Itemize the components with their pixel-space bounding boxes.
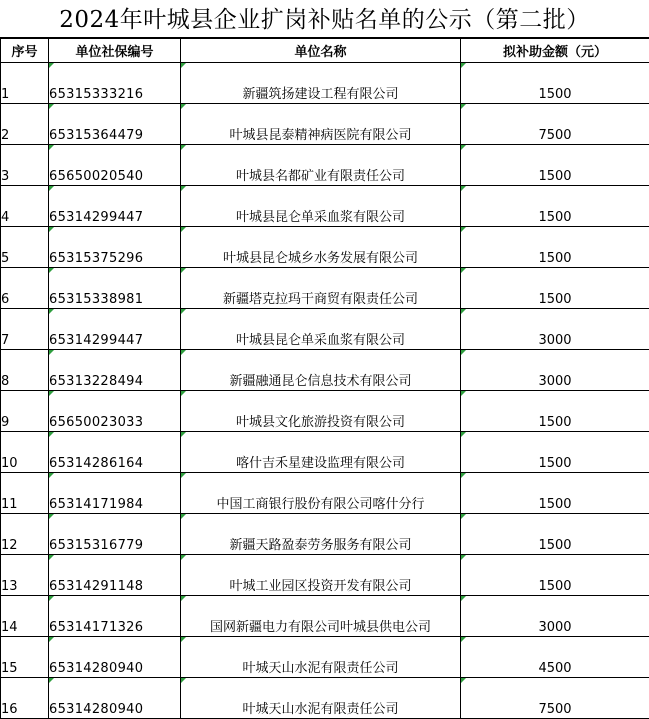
subsidy-amount-text: 3000 [538,620,571,635]
subsidy-amount-text: 1500 [538,415,571,430]
row-number-text: 2 [1,128,9,143]
cell-indicator-icon [181,555,186,560]
company-name-text: 叶城县昆仑城乡水务发展有限公司 [223,251,418,266]
table-row [1,555,649,596]
table-row [1,227,649,268]
cell-indicator-icon [49,514,54,519]
cell-indicator-icon [461,186,466,191]
row-number-text: 6 [1,292,9,307]
row-number-text: 9 [1,415,9,430]
subsidy-amount-cell[interactable] [461,186,649,227]
social-security-code-cell[interactable] [49,432,181,473]
subsidy-amount-cell[interactable] [461,350,649,391]
cell-indicator-icon [49,391,54,396]
table-row [1,350,649,391]
social-security-code-cell[interactable] [49,596,181,637]
cell-indicator-icon [461,227,466,232]
cell-indicator-icon [49,637,54,642]
header-code[interactable]: 单位社保编号 [49,39,181,63]
company-name-cell[interactable] [181,678,461,719]
social-security-code-text: 65314299447 [49,333,143,348]
cell-indicator-icon [461,268,466,273]
cell-indicator-icon [49,104,54,109]
subsidy-amount-text: 1500 [538,210,571,225]
row-number-text: 14 [1,620,18,635]
header-row [1,39,649,63]
row-number-text: 12 [1,538,18,553]
table-row [1,309,649,350]
subsidy-amount-text: 7500 [538,128,571,143]
subsidy-amount-cell[interactable] [461,555,649,596]
social-security-code-cell[interactable] [49,391,181,432]
table-row [1,391,649,432]
cell-indicator-icon [461,678,466,683]
cell-indicator-icon [49,309,54,314]
company-name-text: 叶城县昆仑单采血浆有限公司 [236,210,405,225]
cell-indicator-icon [181,432,186,437]
social-security-code-cell[interactable] [49,268,181,309]
subsidy-amount-text: 1500 [538,292,571,307]
cell-indicator-icon [49,473,54,478]
company-name-cell[interactable] [181,596,461,637]
social-security-code-cell[interactable] [49,309,181,350]
subsidy-amount-cell[interactable] [461,473,649,514]
company-name-text: 喀什吉禾星建设监理有限公司 [236,456,405,471]
table-row [1,514,649,555]
row-number-text: 15 [1,661,18,676]
subsidy-amount-text: 7500 [538,702,571,717]
row-number-cell[interactable] [1,350,49,391]
company-name-text: 叶城天山水泥有限责任公司 [242,702,398,717]
cell-indicator-icon [49,227,54,232]
row-number-cell[interactable] [1,678,49,719]
subsidy-amount-cell[interactable] [461,432,649,473]
table-row [1,186,649,227]
company-name-text: 叶城县文化旅游投资有限公司 [236,415,405,430]
subsidy-amount-text: 1500 [538,251,571,266]
subsidy-table [0,38,649,719]
social-security-code-text: 65315375296 [49,251,143,266]
social-security-code-text: 65314171326 [49,620,143,635]
page-title: 2024年叶城县企业扩岗补贴名单的公示（第二批） [0,0,649,38]
cell-indicator-icon [49,432,54,437]
social-security-code-text: 65314286164 [49,456,143,471]
row-number-cell[interactable] [1,227,49,268]
social-security-code-text: 65315333216 [49,87,143,102]
cell-indicator-icon [181,473,186,478]
subsidy-amount-cell[interactable] [461,268,649,309]
header-name[interactable]: 单位名称 [181,39,461,63]
row-number-cell[interactable] [1,145,49,186]
cell-indicator-icon [49,555,54,560]
company-name-text: 新疆塔克拉玛干商贸有限责任公司 [223,292,418,307]
table-row [1,145,649,186]
cell-indicator-icon [49,63,54,68]
company-name-cell[interactable] [181,514,461,555]
subsidy-amount-text: 3000 [538,374,571,389]
subsidy-amount-text: 1500 [538,456,571,471]
company-name-cell[interactable] [181,268,461,309]
subsidy-amount-text: 1500 [538,538,571,553]
company-name-text: 叶城县昆仑单采血浆有限公司 [236,333,405,348]
subsidy-amount-cell[interactable] [461,309,649,350]
cell-indicator-icon [181,514,186,519]
subsidy-amount-cell[interactable] [461,514,649,555]
subsidy-amount-text: 3000 [538,333,571,348]
cell-indicator-icon [181,63,186,68]
social-security-code-text: 65315338981 [49,292,143,307]
social-security-code-cell[interactable] [49,145,181,186]
social-security-code-text: 65314280940 [49,702,143,717]
social-security-code-cell[interactable] [49,678,181,719]
cell-indicator-icon [181,391,186,396]
row-number-cell[interactable] [1,555,49,596]
subsidy-amount-text: 1500 [538,169,571,184]
company-name-text: 国网新疆电力有限公司叶城县供电公司 [210,620,431,635]
cell-indicator-icon [181,350,186,355]
company-name-text: 新疆天路盈泰劳务服务有限公司 [229,538,411,553]
social-security-code-cell[interactable] [49,63,181,104]
cell-indicator-icon [49,268,54,273]
cell-indicator-icon [461,309,466,314]
subsidy-amount-text: 1500 [538,497,571,512]
cell-indicator-icon [461,514,466,519]
row-number-text: 7 [1,333,9,348]
row-number-text: 10 [1,456,18,471]
cell-indicator-icon [461,145,466,150]
subsidy-amount-cell[interactable] [461,227,649,268]
table-row [1,268,649,309]
table-row [1,63,649,104]
social-security-code-text: 65315364479 [49,128,143,143]
company-name-cell[interactable] [181,432,461,473]
subsidy-amount-cell[interactable] [461,63,649,104]
social-security-code-cell[interactable] [49,104,181,145]
cell-indicator-icon [181,596,186,601]
subsidy-amount-cell[interactable] [461,596,649,637]
cell-indicator-icon [49,186,54,191]
cell-indicator-icon [461,63,466,68]
table-row [1,596,649,637]
row-number-text: 13 [1,579,18,594]
cell-indicator-icon [49,596,54,601]
table-row [1,678,649,719]
company-name-text: 叶城县昆泰精神病医院有限公司 [229,128,411,143]
cell-indicator-icon [461,637,466,642]
company-name-cell[interactable] [181,473,461,514]
header-no[interactable]: 序号 [1,39,49,63]
row-number-text: 1 [1,87,9,102]
company-name-text: 中国工商银行股份有限公司喀什分行 [216,497,424,512]
company-name-cell[interactable] [181,63,461,104]
cell-indicator-icon [461,432,466,437]
cell-indicator-icon [181,227,186,232]
social-security-code-text: 65650023033 [49,415,143,430]
cell-indicator-icon [181,104,186,109]
social-security-code-cell[interactable] [49,473,181,514]
cell-indicator-icon [181,678,186,683]
subsidy-amount-cell[interactable] [461,637,649,678]
company-name-cell[interactable] [181,309,461,350]
cell-indicator-icon [461,350,466,355]
company-name-cell[interactable] [181,186,461,227]
subsidy-amount-cell[interactable] [461,678,649,719]
subsidy-amount-cell[interactable] [461,104,649,145]
social-security-code-cell[interactable] [49,227,181,268]
social-security-code-cell[interactable] [49,514,181,555]
table-row [1,637,649,678]
cell-indicator-icon [461,555,466,560]
social-security-code-text: 65314299447 [49,210,143,225]
company-name-cell[interactable] [181,555,461,596]
social-security-code-text: 65313228494 [49,374,143,389]
row-number-cell[interactable] [1,637,49,678]
company-name-cell[interactable] [181,227,461,268]
row-number-text: 5 [1,251,9,266]
cell-indicator-icon [181,268,186,273]
company-name-cell[interactable] [181,350,461,391]
row-number-text: 3 [1,169,9,184]
subsidy-amount-text: 4500 [538,661,571,676]
row-number-cell[interactable] [1,186,49,227]
company-name-text: 新疆筑扬建设工程有限公司 [242,87,398,102]
social-security-code-cell[interactable] [49,186,181,227]
row-number-text: 16 [1,702,18,717]
table-row [1,104,649,145]
row-number-cell[interactable] [1,63,49,104]
row-number-cell[interactable] [1,391,49,432]
company-name-text: 叶城天山水泥有限责任公司 [242,661,398,676]
company-name-cell[interactable] [181,637,461,678]
cell-indicator-icon [181,637,186,642]
subsidy-amount-text: 1500 [538,87,571,102]
cell-indicator-icon [181,186,186,191]
row-number-cell[interactable] [1,514,49,555]
social-security-code-text: 65315316779 [49,538,143,553]
row-number-cell[interactable] [1,596,49,637]
row-number-cell[interactable] [1,268,49,309]
company-name-cell[interactable] [181,391,461,432]
table-row [1,473,649,514]
social-security-code-cell[interactable] [49,637,181,678]
row-number-cell[interactable] [1,473,49,514]
row-number-text: 8 [1,374,9,389]
cell-indicator-icon [49,350,54,355]
social-security-code-text: 65314291148 [49,579,143,594]
subsidy-amount-cell[interactable] [461,391,649,432]
cell-indicator-icon [181,145,186,150]
cell-indicator-icon [181,309,186,314]
company-name-text: 叶城县名都矿业有限责任公司 [236,169,405,184]
row-number-text: 11 [1,497,18,512]
social-security-code-cell[interactable] [49,350,181,391]
social-security-code-text: 65650020540 [49,169,143,184]
subsidy-amount-text: 1500 [538,579,571,594]
social-security-code-text: 65314171984 [49,497,143,512]
social-security-code-text: 65314280940 [49,661,143,676]
social-security-code-cell[interactable] [49,555,181,596]
company-name-text: 新疆融通昆仑信息技术有限公司 [229,374,411,389]
row-number-cell[interactable] [1,432,49,473]
row-number-text: 4 [1,210,9,225]
cell-indicator-icon [49,678,54,683]
cell-indicator-icon [461,473,466,478]
table-row [1,432,649,473]
company-name-text: 叶城工业园区投资开发有限公司 [229,579,411,594]
cell-indicator-icon [461,104,466,109]
subsidy-amount-cell[interactable] [461,145,649,186]
company-name-cell[interactable] [181,104,461,145]
row-number-cell[interactable] [1,104,49,145]
row-number-cell[interactable] [1,309,49,350]
cell-indicator-icon [461,596,466,601]
cell-indicator-icon [49,145,54,150]
company-name-cell[interactable] [181,145,461,186]
header-amount[interactable]: 拟补助金额（元） [461,39,649,63]
cell-indicator-icon [461,391,466,396]
